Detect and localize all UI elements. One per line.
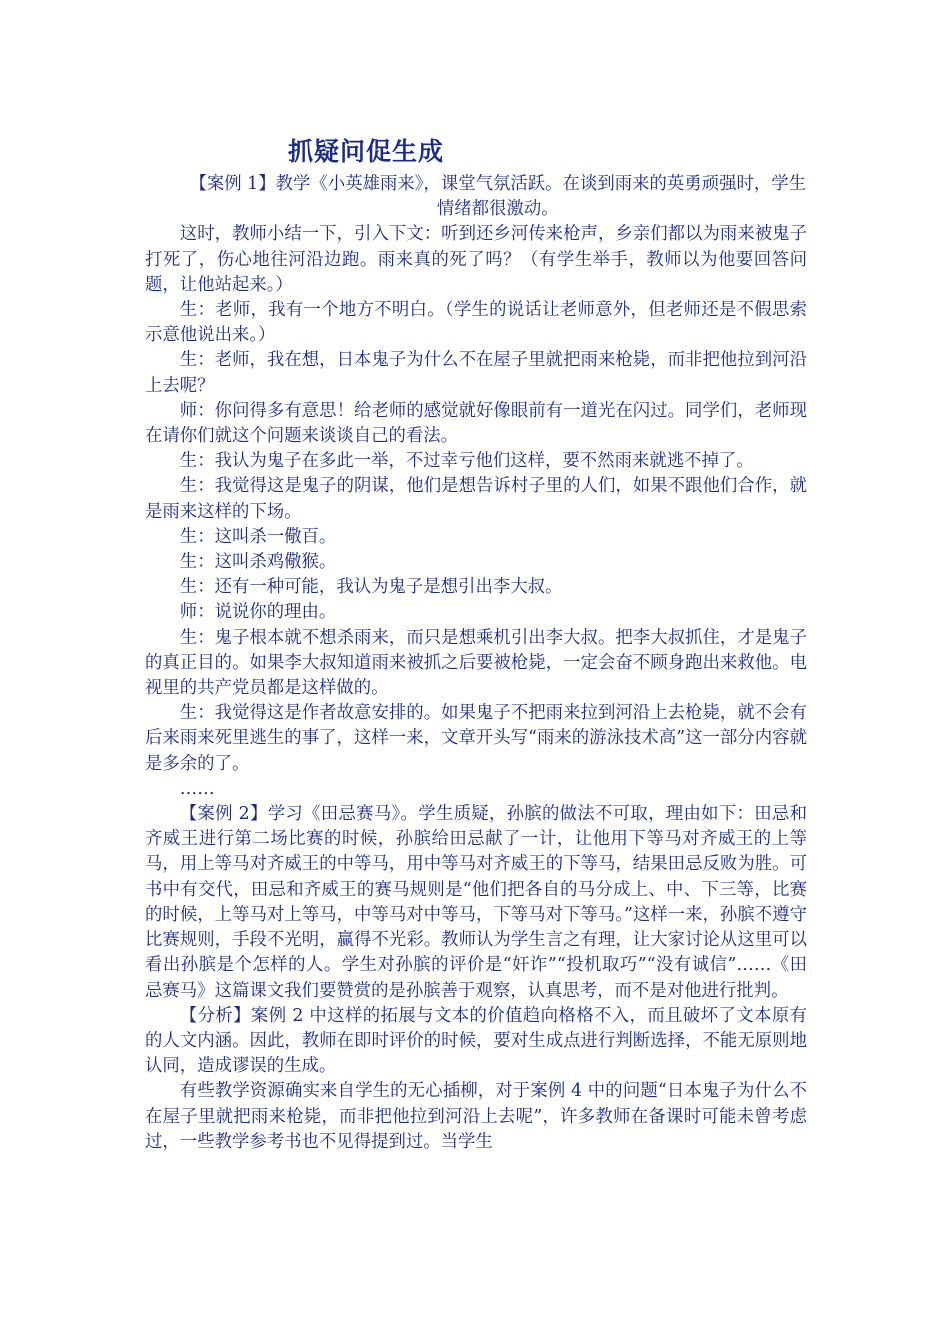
paragraph: 生：我觉得这是鬼子的阴谋，他们是想告诉村子里的人们，如果不跟他们合作，就是雨来这样的下场。 — [145, 476, 807, 522]
paragraph-analysis: 【分析】案例 2 中这样的拓展与文本的价值趋向格格不入，而且破坏了文本原有的人文内涵。因此，教师在即时评价的时候，要对生成点进行判断选择，不能无原则地认同，造成谬误的生成。 — [145, 1005, 807, 1077]
paragraph: 生：还有一种可能，我认为鬼子是想引出李大叔。 — [179, 577, 563, 598]
paragraph: 师：你问得多有意思！给老师的感觉就好像眼前有一道光在闪过。同学们，老师现在请你们就这个问题来谈谈自己的看法。 — [145, 400, 807, 447]
document-body — [145, 172, 807, 1155]
paragraph: 有些教学资源确实来自学生的无心插柳，对于案例 4 中的问题“日本鬼子为什么不在屋子里就把雨来枪毙，而非把他拉到河沿上去呢”，许多教师在备课时可能未曾考虑过，一些教学参考书也不见得提到过。当学生 — [145, 1081, 807, 1152]
document-title: 抓疑问促生成 — [288, 137, 445, 166]
paragraph: 师：说说你的理由。 — [179, 602, 337, 623]
paragraph-case-2: 【案例 2】学习《田忌赛马》。学生质疑，孙膑的做法不可取，理由如下：田忌和齐威王进行第二场比赛的时候，孙膑给田忌献了一计，让他用下等马对齐威王的上等马，用上等马对齐威王的中等马，用中等马对齐威王的下等马，结果田忌反败为胜。可书中有交代，田忌和齐威王的赛马规则是“他们把各自的马分成上、中、下三等，比赛的时候，上等马对上等马，中等马对中等马，下等马对下等马。”这样一来，孙膑不遵守比赛规则，手段不光明，赢得不光彩。教师认为学生言之有理，让大家讨论从这里可以看出孙膑是个怎样的人。学生对孙膑的评价是“奸诈”“投机取巧”“没有诚信”……《田忌赛马》这篇课文我们要赞赏的是孙膑善于观察，认真思考，而不是对他进行批判。 — [145, 804, 807, 1001]
paragraph: 生：这叫杀鸡儆猴。 — [179, 552, 337, 573]
paragraph: 生：我觉得这是作者故意安排的。如果鬼子不把雨来拉到河沿上去枪毙，就不会有后来雨来死里逃生的事了，这样一来，文章开头写“雨来的游泳技术高”这一部分内容就是多余的了。 — [145, 703, 807, 774]
paragraph: 生：这叫杀一儆百。 — [179, 526, 337, 547]
paragraph: 生：我认为鬼子在多此一举，不过幸亏他们这样，要不然雨来就逃不掉了。 — [179, 451, 754, 472]
paragraph: 生：鬼子根本就不想杀雨来，而只是想乘机引出李大叔。把李大叔抓住，才是鬼子的真正目的。如果李大叔知道雨来被抓之后要被枪毙，一定会奋不顾身跑出来救他。电视里的共产党员都是这样做的。 — [145, 627, 807, 699]
paragraph: 生：老师，我有一个地方不明白。（学生的说话让老师意外，但老师还是不假思索示意他说出来。） — [145, 300, 807, 346]
ellipsis-line: …… — [179, 778, 215, 799]
paragraph: 这时，教师小结一下，引入下文：听到还乡河传来枪声，乡亲们都以为雨来被鬼子打死了，伤心地往河沿边跑。雨来真的死了吗？（有学生举手，教师以为他要回答问题，让他站起来。） — [145, 224, 807, 295]
paragraph-case-1-intro: 【案例 1】教学《小英雄雨来》，课堂气氛活跃。在谈到雨来的英勇顽强时，学生情绪都很激动。 — [189, 174, 807, 220]
paragraph: 生：老师，我在想，日本鬼子为什么不在屋子里就把雨来枪毙，而非把他拉到河沿上去呢？ — [145, 350, 807, 396]
